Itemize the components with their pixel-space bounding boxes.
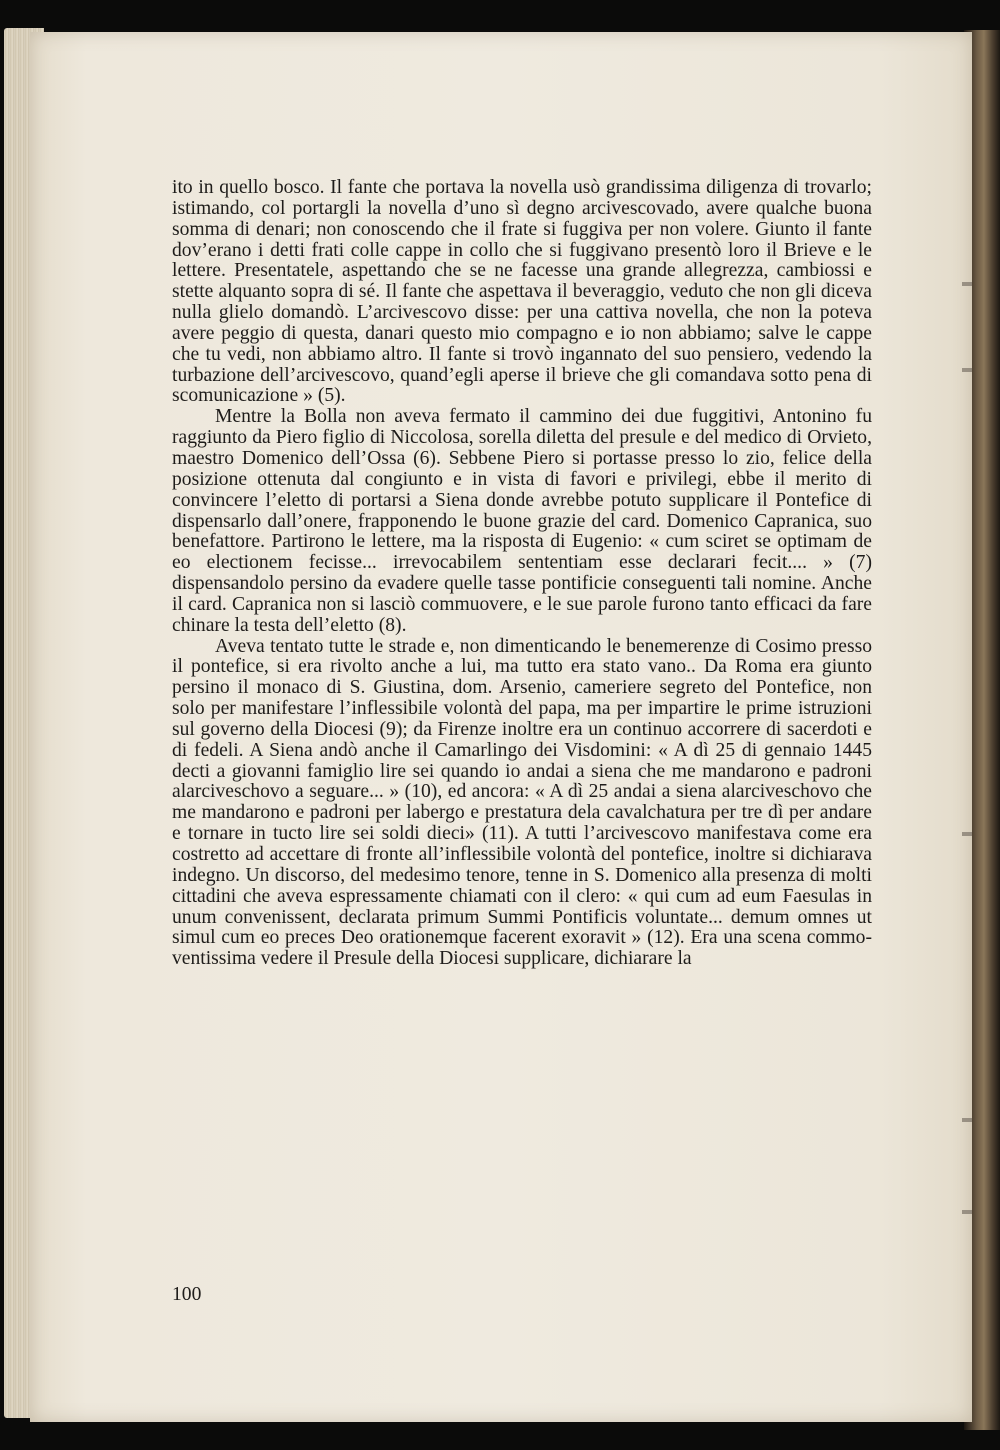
- paragraph-2: Mentre la Bolla non aveva fermato il cammino dei due fuggitivi, Antonino fu raggiunto da Piero figlio di Niccolosa, sorella diletta del presule e del medico di Orvieto, maestro Domenico dell’Ossa (6). Sebbene Piero si portasse presso lo zio, felice della posizione ottenuta dal congiunto e in vista di favori e privilegi, ebbe il merito di convincere l’eletto di portarsi a Siena donde avrebbe potuto supplicare il Pontefice di dispensarlo dall’onere, frapponendo le buone grazie del card. Domenico Capranica, suo benefattore. Partirono le lettere, ma la risposta di Eugenio: « cum sciret se optimam de eo electionem fecisse... irrevocabilem sententiam esse declarari fecit.... » (7) dispensandolo persino da evadere quelle tasse pontificie conseguenti tali nomine. Anche il card. Capranica non si lasciò commuovere, e le sue parole furono tanto efficaci da fare chinare la testa dell’eletto (8).: [172, 406, 872, 636]
- book-page: [30, 32, 972, 1422]
- edge-mark: [962, 368, 972, 372]
- page-number: 100: [172, 1284, 202, 1305]
- edge-mark: [962, 832, 972, 836]
- edge-mark: [962, 1118, 972, 1122]
- edge-mark: [962, 1210, 972, 1214]
- paragraph-1: ito in quello bosco. Il fante che portava la novella usò grandissima diligenza di trovarlo; istimando, col portargli la novella d’uno sì degno arcivescovado, avere qualche buona somma di denari; non conoscendo che il frate si fuggiva per non volere. Giunto il fante dov’erano i detti frati colle cappe in collo che si fuggivano presentò loro il Brieve e le lettere. Presentatele, aspettando che se ne facesse una grande allegrezza, cambiossi e stette alquanto sopra di sé. Il fante che aspettava il beveraggio, veduto che non gli diceva nulla glielo domandò. L’arcivescovo disse: per una cattiva novella, che non la poteva avere peggio di questa, danari questo mio compagno e io non abbiamo; salve le cappe che tu vedi, non abbiamo altro. Il fante si trovò ingannato del suo pensiero, vedendo la turbazione dell’arcivescovo, quand’egli aperse il brieve che gli comandava sotto pena di scomunicazione » (5).: [172, 177, 872, 407]
- body-text: [172, 178, 872, 970]
- paragraph-3: Aveva tentato tutte le strade e, non dimenticando le benemerenze di Cosimo presso il pontefice, si era rivolto anche a lui, ma tutto era stato vano.. Da Roma era giunto persino il monaco di S. Giustina, dom. Arsenio, cameriere segreto del Pontefice, non solo per manifestare l’inflessibile volontà del papa, ma per impartire le prime istruzioni sul governo della Diocesi (9); da Firenze inoltre era un continuo accorrere di sacerdoti e di fedeli. A Siena andò anche il Camarlingo dei Visdomini: « A dì 25 di gennaio 1445 decti a giovanni famiglio lire sei quando io andai a siena che me mandarono e padroni alarciveschovo a seguare... » (10), ed ancora: « A dì 25 andai a siena alarciveschovo che me mandarono e padroni per labergo e prestatura dela cavalchatura per tre dì per andare e tornare in tucto lire sei soldi dieci» (11). A tutti l’arcivescovo manifestava come era costretto ad accettare di fronte all’inflessibile volontà del pontefice, inoltre si dichiarava indegno. Un discorso, del medesimo tenore, tenne in S. Domenico alla presenza di molti cittadini che aveva espressamente chiamati con il clero: « qui cum ad eum Faesulas in unum convenissent, declarata primum Summi Pontificis voluntate... demum omnes ut simul cum eo preces Deo orationemque facerent exoravit » (12). Era una scena commoventissima vedere il Presule della Diocesi supplicare, dichiarare la: [172, 635, 872, 970]
- edge-mark: [962, 282, 972, 286]
